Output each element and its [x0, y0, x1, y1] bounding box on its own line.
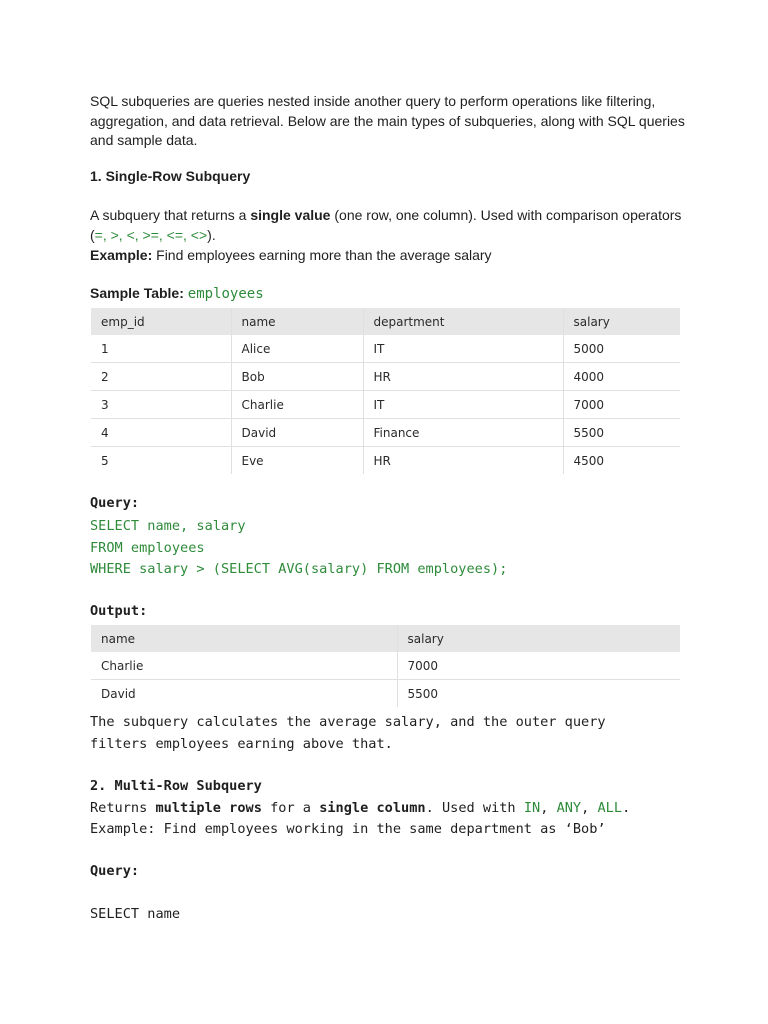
end-period: . [622, 799, 631, 816]
table-cell: HR [363, 363, 563, 391]
code-line: SELECT name [90, 906, 181, 922]
explain-line: The subquery calculates the average salary, and the outer query [90, 714, 606, 730]
table-row [91, 363, 680, 391]
keyword-all: ALL [597, 799, 623, 816]
section1-heading: 1. Single-Row Subquery [90, 168, 251, 184]
section2-example: Example: Find employees working in the same department as ‘Bob’ [90, 821, 606, 837]
column-header: salary [397, 625, 680, 652]
section1-example [90, 247, 492, 263]
intro-line: aggregation, and data retrieval. Below are the main types of subqueries, along with SQL queries [90, 112, 685, 129]
ops-close: ). [207, 227, 216, 243]
table-cell: 3 [91, 391, 231, 419]
table-cell: 4000 [563, 363, 680, 391]
query-label: Query: [90, 495, 140, 511]
desc-text: (one row, one column). Used with comparison operators [330, 207, 682, 223]
query-code-block [90, 516, 507, 581]
column-header: department [363, 308, 563, 335]
keyword-any: ANY [556, 799, 582, 816]
desc-text: . Used with [425, 799, 524, 816]
query-label: Query: [90, 863, 140, 879]
output-explanation [90, 712, 606, 755]
table-cell: Alice [231, 335, 363, 363]
table-row [91, 391, 680, 419]
table-row [91, 447, 680, 475]
intro-line: and sample data. [90, 132, 198, 148]
table-cell: Bob [231, 363, 363, 391]
table-cell: 4 [91, 419, 231, 447]
table-cell: IT [363, 391, 563, 419]
table-cell: 7000 [563, 391, 680, 419]
section2-block [90, 776, 630, 841]
intro-paragraph [90, 92, 690, 151]
desc-text: A subquery that returns a [90, 207, 251, 223]
table-row [91, 419, 680, 447]
column-header: salary [563, 308, 680, 335]
separator: , [581, 799, 598, 816]
keyword-in: IN [523, 799, 541, 816]
table-cell: 5 [91, 447, 231, 475]
table-row [91, 335, 680, 363]
table-header-row [91, 308, 680, 335]
desc-text: for a [261, 799, 320, 816]
table-row [91, 680, 680, 708]
table-cell: 4500 [573, 453, 605, 468]
ops-open: ( [90, 227, 95, 243]
example-label: Example: [90, 247, 153, 263]
table-header-row [91, 625, 680, 652]
desc-bold: single column [319, 799, 426, 816]
example-text: Find employees earning more than the average salary [152, 247, 492, 263]
table-cell: 5500 [407, 686, 439, 701]
table-cell: IT [363, 335, 563, 363]
code-line: FROM employees [90, 539, 205, 556]
column-header: name [231, 308, 363, 335]
separator: , [540, 799, 557, 816]
table-cell: Charlie [231, 391, 363, 419]
table-cell: Charlie [91, 652, 397, 680]
table-row [91, 652, 680, 680]
section2-description [90, 798, 630, 820]
employees-table [91, 308, 680, 474]
code-line: SELECT name, salary [90, 518, 246, 534]
desc-bold: single value [250, 207, 331, 223]
column-header: name [91, 625, 397, 652]
section2-heading: 2. Multi-Row Subquery [90, 778, 262, 794]
sample-table-caption [90, 285, 264, 302]
section1-description [90, 205, 690, 245]
output-label: Output: [90, 603, 148, 619]
table-cell: 5500 [563, 419, 680, 447]
comparison-operators: =, >, <, >=, <=, <> [94, 227, 208, 243]
desc-bold: multiple rows [155, 799, 262, 816]
column-header: emp_id [91, 308, 231, 335]
table-cell: 1 [91, 335, 231, 363]
table-cell: 7000 [397, 652, 680, 680]
table-cell: Finance [363, 419, 563, 447]
table-cell: 2 [91, 363, 231, 391]
table-cell: 5000 [563, 335, 680, 363]
table-cell: HR [363, 447, 563, 475]
explain-line: filters employees earning above that. [90, 735, 393, 752]
intro-line: SQL subqueries are queries nested inside another query to perform operations like filtering, [90, 93, 656, 109]
output-table [91, 625, 680, 707]
sample-label: Sample Table: [90, 285, 184, 301]
desc-text: Returns [90, 799, 156, 816]
sample-table-name: employees [187, 286, 264, 302]
table-cell: Eve [231, 447, 363, 475]
code-line: WHERE salary > (SELECT AVG(salary) FROM employees); [90, 561, 508, 577]
table-cell: David [231, 419, 363, 447]
table-cell: David [91, 680, 397, 708]
